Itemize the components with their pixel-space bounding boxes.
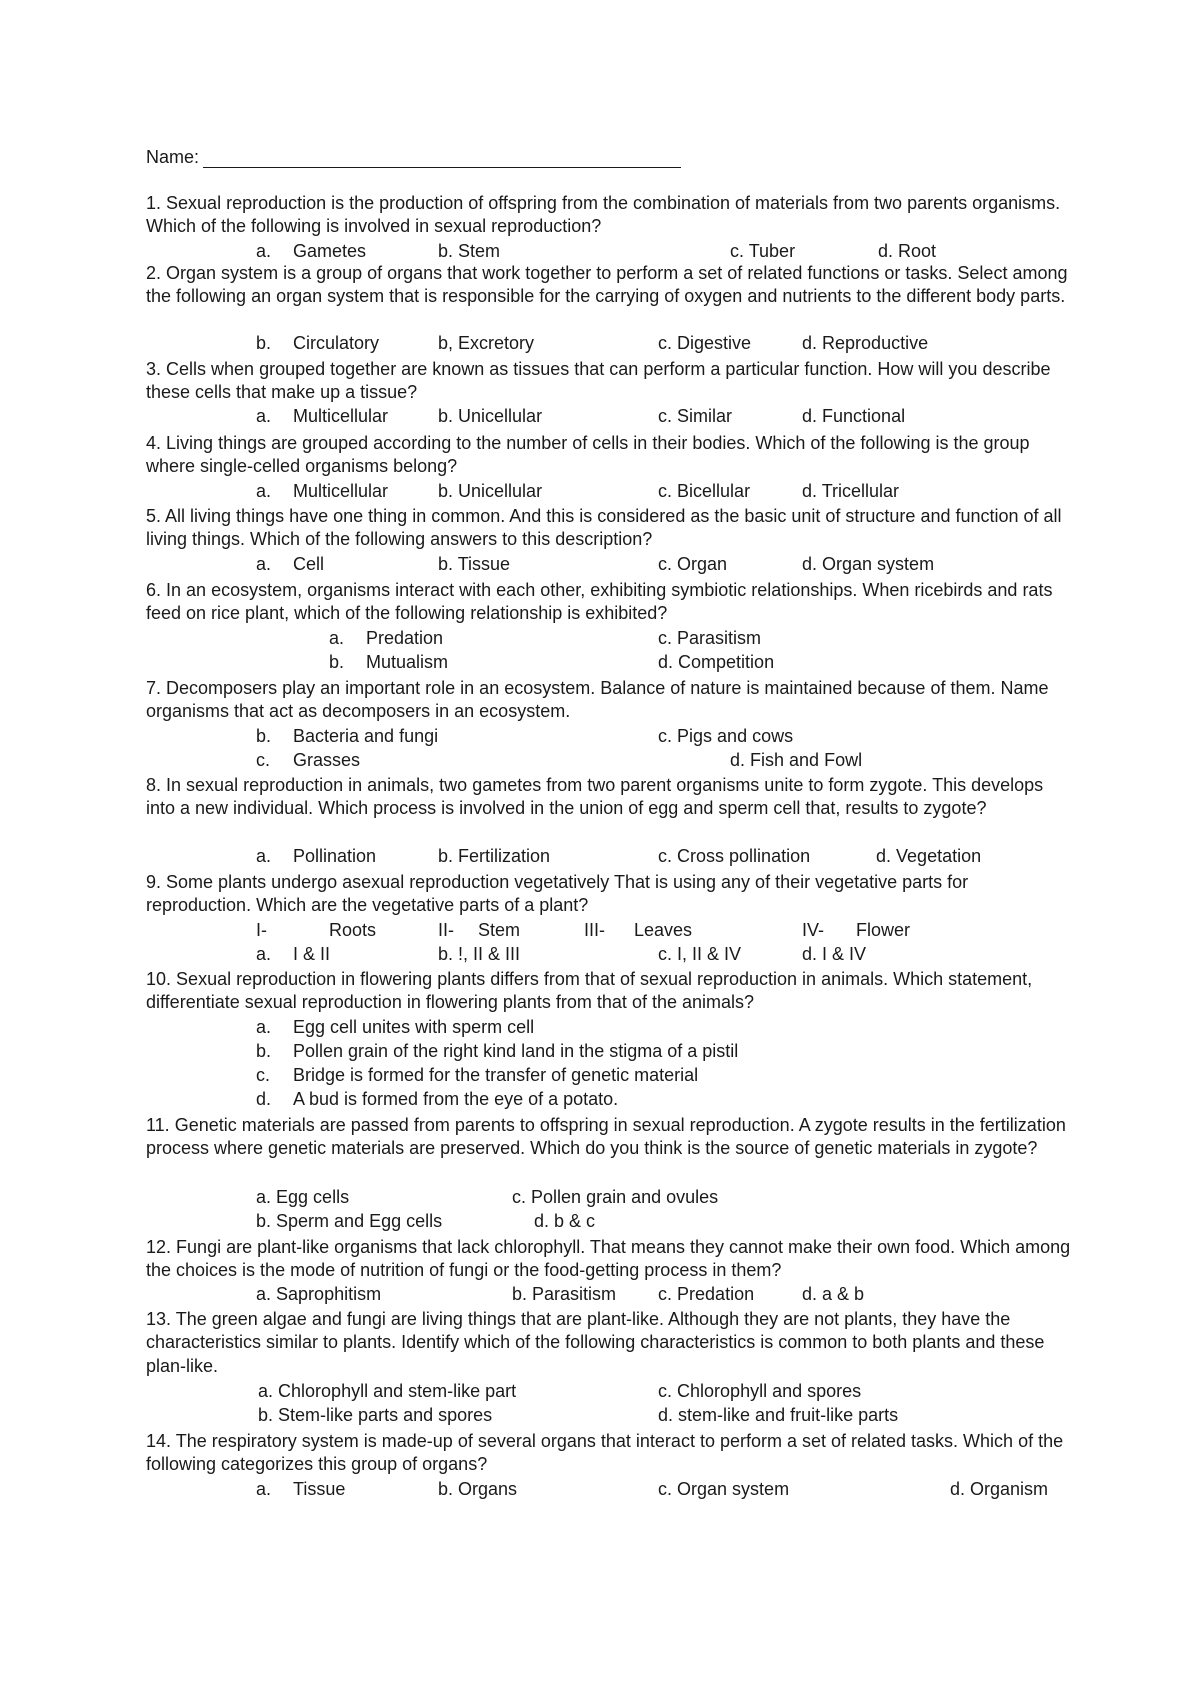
option-letter: c. (658, 481, 673, 501)
option-letter: d. (878, 241, 894, 261)
option-12a[interactable] (256, 1283, 381, 1306)
question-number: 9. (146, 872, 162, 892)
option-letter: c. (658, 333, 673, 353)
option-letter: b. (438, 846, 454, 866)
option-text: Predation (677, 1284, 755, 1304)
question-7 (146, 677, 1076, 724)
option-letter: c. (658, 1479, 673, 1499)
option-text: Organism (970, 1479, 1049, 1499)
option-text: Tissue (293, 1479, 346, 1499)
option-13b[interactable] (258, 1404, 492, 1427)
question-3 (146, 358, 1076, 405)
option-text: Organs (458, 1479, 518, 1499)
question-14 (146, 1430, 1076, 1477)
option-text: Predation (366, 628, 444, 648)
option-9c[interactable] (658, 943, 741, 966)
option-text: Unicellular (458, 406, 543, 426)
option-text: Tuber (748, 241, 796, 261)
name-blank-line[interactable] (203, 149, 681, 168)
option-13a[interactable] (258, 1380, 516, 1403)
option-letter: b. (256, 333, 272, 353)
part-text: Stem (478, 920, 521, 940)
question-text: In an ecosystem, organisms interact with each other, exhibiting symbiotic relationships. When ricebirds and rats feed on rice plant, which of the following relationship is exhibited? (146, 580, 1053, 624)
option-text: stem-like and fruit-like parts (678, 1405, 899, 1425)
option-letter: a. (256, 406, 272, 426)
question-text: In sexual reproduction in animals, two gametes from two parent organisms unite to form zygote. This develops into a new individual. Which process is involved in the union of egg and sperm cell that, results to zygote? (146, 775, 1044, 819)
option-4c[interactable] (658, 480, 750, 503)
option-10a[interactable] (256, 1016, 534, 1039)
option-text: Multicellular (293, 481, 389, 501)
option-9b[interactable] (438, 943, 520, 966)
option-letter: c. (658, 846, 673, 866)
option-letter: d. (534, 1211, 550, 1231)
option-2b[interactable] (438, 332, 534, 355)
option-text: Organ (677, 554, 728, 574)
option-text: I, II & IV (677, 944, 742, 964)
option-text: Grasses (293, 750, 361, 770)
question-number: 11. (146, 1115, 170, 1135)
option-letter: b. (258, 1405, 274, 1425)
option-text: Mutualism (366, 652, 449, 672)
option-13c[interactable] (658, 1380, 861, 1403)
question-11 (146, 1114, 1076, 1161)
option-text: Bridge is formed for the transfer of genetic material (293, 1065, 699, 1085)
option-text: I & II (293, 944, 331, 964)
name-label: Name: (146, 147, 200, 167)
option-7c[interactable] (658, 725, 793, 748)
question-number: 7. (146, 678, 162, 698)
question-number: 13. (146, 1309, 172, 1329)
option-letter: b. (438, 406, 454, 426)
question-number: 8. (146, 775, 162, 795)
question-9 (146, 871, 1076, 918)
option-letter: b. (438, 554, 454, 574)
option-9d[interactable] (802, 943, 866, 966)
option-letter: c. (658, 944, 673, 964)
part-numeral: I- (256, 920, 267, 940)
part-9-i (256, 919, 376, 942)
question-text: Fungi are plant-like organisms that lack chlorophyll. That means they cannot make their own food. Which among the choices is the mode of nutrition of fungi or the food-getting process in them? (146, 1237, 1071, 1281)
question-number: 6. (146, 580, 162, 600)
part-9-iii (584, 919, 692, 942)
question-text: All living things have one thing in common. And this is considered as the basic unit of structure and function of all living things. Which of the following answers to this description? (146, 506, 1062, 550)
option-11b[interactable] (256, 1210, 442, 1233)
option-2d[interactable] (802, 332, 928, 355)
option-text: Chlorophyll and stem-like part (278, 1381, 517, 1401)
option-text: Stem-like parts and spores (278, 1405, 493, 1425)
option-4b[interactable] (438, 480, 542, 503)
question-text: Organ system is a group of organs that work together to perform a set of related functions or tasks. Select among the following an organ system that is responsible for the carrying of oxygen and nutrients to the different body parts. (146, 263, 1068, 307)
option-10b[interactable] (256, 1040, 738, 1063)
option-3a[interactable] (256, 405, 388, 428)
question-number: 10. (146, 969, 172, 989)
option-14c[interactable] (658, 1478, 789, 1501)
name-field-row (146, 146, 681, 168)
option-text: Stem (458, 241, 501, 261)
question-number: 2. (146, 263, 162, 283)
option-12c[interactable] (658, 1283, 754, 1306)
option-3d[interactable] (802, 405, 905, 428)
part-numeral: II- (438, 920, 454, 940)
question-text: Cells when grouped together are known as tissues that can perform a particular function. How will you describe these cells that make up a tissue? (146, 359, 1051, 403)
option-text: Organ system (677, 1479, 790, 1499)
option-letter: c. (658, 554, 673, 574)
part-numeral: III- (584, 920, 605, 940)
question-number: 14. (146, 1431, 172, 1451)
option-letter: d. (802, 1284, 818, 1304)
option-letter: b. (256, 1041, 272, 1061)
option-letter: b, (438, 333, 454, 353)
question-6 (146, 579, 1076, 626)
question-number: 4. (146, 433, 162, 453)
option-text: Chlorophyll and spores (677, 1381, 862, 1401)
option-letter: d. (730, 750, 746, 770)
option-text: Organ system (822, 554, 935, 574)
option-letter: a. (256, 554, 272, 574)
question-12 (146, 1236, 1076, 1283)
option-letter: a. (256, 1284, 272, 1304)
option-text: Digestive (677, 333, 752, 353)
option-5c[interactable] (658, 553, 727, 576)
option-text: Egg cell unites with sperm cell (293, 1017, 535, 1037)
option-text: Saprophitism (276, 1284, 382, 1304)
option-letter: d. (658, 652, 674, 672)
option-letter: c. (658, 406, 673, 426)
option-14a[interactable] (256, 1478, 345, 1501)
question-text: Some plants undergo asexual reproduction vegetatively That is using any of their vegetative parts for reproduction. Which are the vegetative parts of a plant? (146, 872, 969, 916)
option-8b[interactable] (438, 845, 550, 868)
question-5 (146, 505, 1076, 552)
part-text: Flower (856, 920, 911, 940)
option-2c[interactable] (658, 332, 751, 355)
option-5d[interactable] (802, 553, 934, 576)
option-6d[interactable] (658, 651, 774, 674)
question-text: The green algae and fungi are living things that are plant-like. Although they are not plants, they have the characteristics similar to plants. Identify which of the following characteristics is common to both plants and these plan-like. (146, 1309, 1045, 1376)
option-letter: c. (256, 1065, 271, 1085)
option-letter: d. (658, 1405, 674, 1425)
option-letter: c. (658, 1284, 673, 1304)
option-letter: b. (438, 944, 454, 964)
option-12b[interactable] (512, 1283, 616, 1306)
option-text: b & c (554, 1211, 596, 1231)
question-number: 12. (146, 1237, 172, 1257)
option-letter: d. (802, 554, 818, 574)
option-letter: b. (438, 241, 454, 261)
option-text: Unicellular (458, 481, 543, 501)
question-number: 5. (146, 506, 162, 526)
option-text: Pigs and cows (677, 726, 794, 746)
option-text: Cross pollination (677, 846, 811, 866)
option-text: !, II & III (458, 944, 521, 964)
option-5b[interactable] (438, 553, 510, 576)
option-text: Vegetation (896, 846, 982, 866)
option-letter: d. (950, 1479, 966, 1499)
option-4d[interactable] (802, 480, 899, 503)
option-8c[interactable] (658, 845, 810, 868)
option-9a[interactable] (256, 943, 330, 966)
option-letter: a. (256, 481, 272, 501)
option-6a[interactable] (329, 627, 443, 650)
option-letter: a. (256, 1479, 272, 1499)
option-3b[interactable] (438, 405, 542, 428)
option-text: Pollination (293, 846, 377, 866)
option-letter: d. (876, 846, 892, 866)
option-11d[interactable] (534, 1210, 595, 1233)
option-text: Similar (677, 406, 733, 426)
option-text: Excretory (458, 333, 535, 353)
question-text: Decomposers play an important role in an ecosystem. Balance of nature is maintained because of them. Name organisms that act as decomposers in an ecosystem. (146, 678, 1049, 722)
option-letter: d. (802, 333, 818, 353)
option-4a[interactable] (256, 480, 388, 503)
part-numeral: IV- (802, 920, 825, 940)
option-1d[interactable] (878, 240, 936, 263)
option-text: A bud is formed from the eye of a potato. (293, 1089, 619, 1109)
option-1a[interactable] (256, 240, 366, 263)
option-letter: a. (258, 1381, 274, 1401)
option-letter: a. (256, 1187, 272, 1207)
option-text: Fish and Fowl (750, 750, 863, 770)
option-text: Egg cells (276, 1187, 350, 1207)
question-text: Sexual reproduction is the production of offspring from the combination of materials from two parents organisms. Which of the following is involved in sexual reproduction? (146, 193, 1061, 237)
option-letter: b. (256, 726, 272, 746)
option-letter: d. (802, 406, 818, 426)
option-letter: d. (802, 944, 818, 964)
option-7c-grasses[interactable] (256, 749, 360, 772)
option-1b[interactable] (438, 240, 500, 263)
option-8a[interactable] (256, 845, 376, 868)
part-9-iv (802, 919, 910, 942)
option-2a[interactable] (256, 332, 379, 355)
option-11a[interactable] (256, 1186, 349, 1209)
option-letter: c. (658, 726, 673, 746)
option-letter: b. (438, 481, 454, 501)
option-10c[interactable] (256, 1064, 698, 1087)
option-text: Reproductive (822, 333, 929, 353)
option-text: a & b (822, 1284, 865, 1304)
question-2 (146, 262, 1076, 309)
part-text: Roots (329, 920, 377, 940)
question-text: The respiratory system is made-up of several organs that interact to perform a set of related tasks. Which of the following categorizes this group of organs? (146, 1431, 1064, 1475)
option-5a[interactable] (256, 553, 324, 576)
option-letter: a. (256, 846, 272, 866)
option-letter: b. (329, 652, 345, 672)
option-text: Competition (678, 652, 775, 672)
part-9-ii (438, 919, 520, 942)
option-6c[interactable] (658, 627, 761, 650)
option-13d[interactable] (658, 1404, 898, 1427)
option-10d[interactable] (256, 1088, 618, 1111)
option-text: Circulatory (293, 333, 380, 353)
option-letter: b. (438, 1479, 454, 1499)
question-10 (146, 968, 1076, 1015)
option-text: Root (898, 241, 937, 261)
option-letter: a. (256, 1017, 272, 1037)
option-text: Cell (293, 554, 325, 574)
question-text: Genetic materials are passed from parents to offspring in sexual reproduction. A zygote results in the fertilization process where genetic materials are preserved. Which do you think is the source of genetic materials in zygote? (146, 1115, 1066, 1159)
option-text: Pollen grain and ovules (531, 1187, 719, 1207)
option-letter: a. (256, 241, 272, 261)
option-text: Bicellular (677, 481, 751, 501)
question-text: Living things are grouped according to the number of cells in their bodies. Which of the following is the group where single-celled organisms belong? (146, 433, 1030, 477)
option-text: Bacteria and fungi (293, 726, 439, 746)
question-number: 1. (146, 193, 162, 213)
option-text: Tricellular (821, 481, 900, 501)
option-14d[interactable] (950, 1478, 1048, 1501)
option-letter: b. (256, 1211, 272, 1231)
option-6b[interactable] (329, 651, 448, 674)
option-letter: c. (512, 1187, 527, 1207)
option-text: Multicellular (293, 406, 389, 426)
option-text: Parasitism (677, 628, 762, 648)
question-number: 3. (146, 359, 162, 379)
option-letter: c. (730, 241, 745, 261)
option-text: Tissue (457, 554, 511, 574)
option-letter: c. (658, 1381, 673, 1401)
option-letter: a. (256, 944, 272, 964)
option-8d[interactable] (876, 845, 981, 868)
option-text: Gametes (293, 241, 367, 261)
option-12d[interactable] (802, 1283, 864, 1306)
option-14b[interactable] (438, 1478, 517, 1501)
option-11c[interactable] (512, 1186, 718, 1209)
question-13 (146, 1308, 1076, 1378)
part-text: Leaves (634, 920, 693, 940)
option-7d[interactable] (730, 749, 862, 772)
option-3c[interactable] (658, 405, 732, 428)
option-letter: c. (658, 628, 673, 648)
option-1c[interactable] (730, 240, 795, 263)
option-letter: b. (512, 1284, 528, 1304)
option-letter: d. (256, 1089, 272, 1109)
option-letter: a. (329, 628, 345, 648)
question-text: Sexual reproduction in flowering plants differs from that of sexual reproduction in animals. Which statement, differentiate sexual reproduction in flowering plants from that of the animals? (146, 969, 1033, 1013)
option-text: Fertilization (458, 846, 551, 866)
option-letter: d. (802, 481, 818, 501)
option-text: Parasitism (532, 1284, 617, 1304)
option-text: Functional (822, 406, 906, 426)
option-7b[interactable] (256, 725, 438, 748)
question-1 (146, 192, 1076, 239)
question-8 (146, 774, 1076, 821)
question-4 (146, 432, 1076, 479)
option-text: Pollen grain of the right kind land in the stigma of a pistil (293, 1041, 739, 1061)
option-letter: c. (256, 750, 271, 770)
option-text: I & IV (822, 944, 867, 964)
option-text: Sperm and Egg cells (276, 1211, 443, 1231)
